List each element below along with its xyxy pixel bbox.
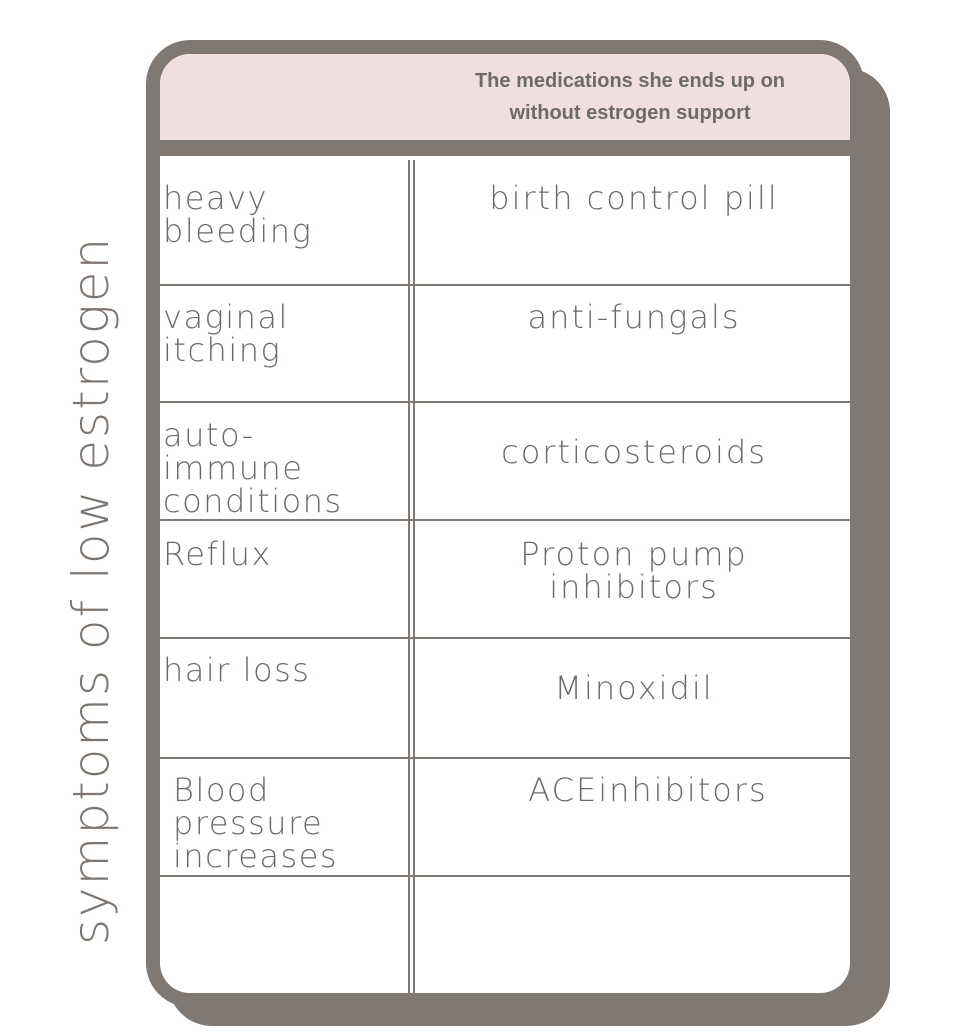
symptom-cell bbox=[173, 771, 409, 875]
row-divider bbox=[160, 637, 850, 639]
medication-line: corticosteroids bbox=[501, 433, 767, 471]
header-title bbox=[435, 65, 825, 129]
symptom-line: pressure bbox=[173, 804, 324, 842]
row-divider bbox=[160, 757, 850, 759]
symptom-line: conditions bbox=[163, 482, 343, 520]
table-card bbox=[146, 40, 864, 1007]
medication-line: inhibitors bbox=[549, 568, 719, 606]
symptom-line: hair loss bbox=[163, 651, 311, 689]
side-title: symptoms of low estrogen bbox=[62, 235, 120, 945]
symptom-line: Reflux bbox=[163, 535, 272, 573]
medication-line: Minoxidil bbox=[554, 669, 714, 707]
symptom-cell bbox=[163, 535, 399, 573]
medication-cell bbox=[418, 179, 850, 217]
symptom-line: auto- bbox=[163, 416, 255, 454]
symptom-line: heavy bbox=[163, 179, 268, 217]
table-body bbox=[160, 54, 850, 993]
symptom-cell bbox=[163, 298, 399, 369]
symptom-line: increases bbox=[173, 837, 339, 875]
header-title-line-2: without estrogen support bbox=[509, 102, 751, 124]
symptom-cell bbox=[163, 179, 399, 250]
symptom-line: immune bbox=[163, 449, 304, 487]
medication-cell bbox=[418, 535, 850, 606]
symptom-line: vaginal bbox=[163, 298, 289, 336]
row-divider bbox=[160, 401, 850, 403]
symptom-line: Blood bbox=[173, 771, 270, 809]
medication-line: ACEinhibitors bbox=[528, 771, 768, 809]
header-divider bbox=[160, 140, 850, 156]
medication-cell bbox=[418, 669, 850, 707]
medication-cell bbox=[432, 771, 850, 809]
symptom-line: bleeding bbox=[163, 212, 313, 250]
medication-cell bbox=[418, 298, 850, 336]
symptom-line: itching bbox=[163, 331, 282, 369]
table-header bbox=[160, 54, 850, 140]
medication-line: birth control pill bbox=[489, 179, 779, 217]
row-divider bbox=[160, 875, 850, 877]
header-title-line-1: The medications she ends up on bbox=[474, 70, 786, 92]
medication-cell bbox=[418, 433, 850, 471]
symptom-cell bbox=[163, 651, 399, 689]
medication-line: Proton pump bbox=[520, 535, 748, 573]
symptom-cell bbox=[163, 416, 399, 520]
row-divider bbox=[160, 284, 850, 286]
medication-line: anti-fungals bbox=[527, 298, 741, 336]
